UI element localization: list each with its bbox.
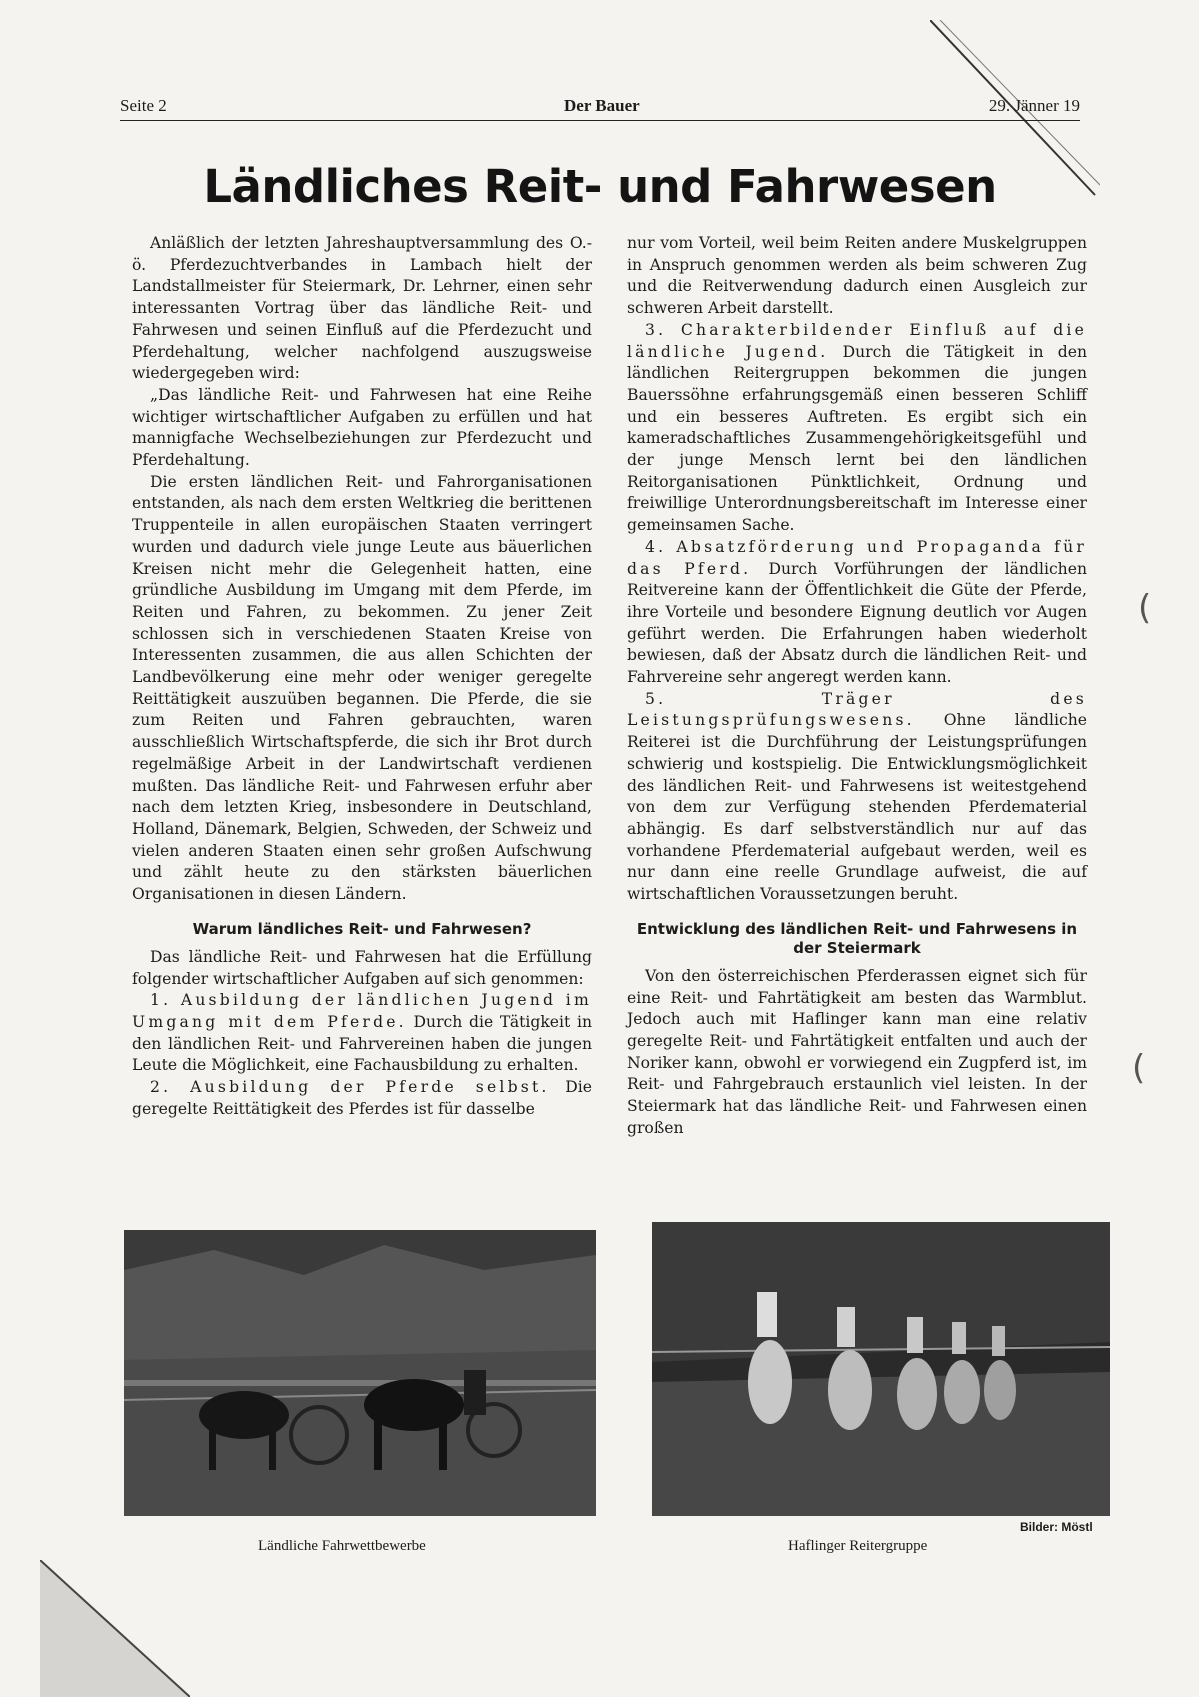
list-item: [132, 990, 592, 1077]
corner-fold-bottom-left: [40, 1560, 190, 1697]
list-item-heading: 1. Ausbildung der ländlichen Jugend im Umgang mit dem Pferde.: [132, 991, 592, 1031]
page-header: [120, 92, 1080, 121]
list-item-heading: 2. Ausbildung der Pferde selbst.: [150, 1078, 550, 1097]
list-item: [627, 689, 1087, 906]
list-item: [627, 537, 1087, 689]
article-title: Ländliches Reit- und Fahrwesen: [203, 160, 997, 213]
margin-mark-icon: (: [1138, 588, 1152, 628]
section-heading: Entwicklung des ländlichen Reit- und Fahrwesens in der Steiermark: [636, 919, 1078, 957]
issue-date: 29. Jänner 19: [988, 96, 1080, 115]
paragraph: Von den österreichischen Pferderassen eignet sich für eine Reit- und Fahrtätigkeit am besten das Warmblut. Jedoch auch mit Haflinger kann man eine relativ geregelte Reit- und Fahrtätigkeit entfalten und auch der Noriker kann, obwohl er vorwiegend ein Zugpferd ist, im Reit- und Fahrgebrauch erstaunlich viel leisten. In der Steiermark hat das ländliche Reit- und Fahrwesen einen großen: [627, 966, 1087, 1137]
list-item-text: Die geregelte Reittätigkeit des Pferdes ist für dasselbe: [132, 1078, 592, 1118]
list-item-text: Durch die Tätigkeit in den ländlichen Reit- und Fahrvereinen haben die jungen Leute die Möglichkeit, eine Fachausbildung zu erhalten.: [132, 1012, 593, 1075]
list-item-heading: 4. Absatzförderung und Propaganda für das Pferd.: [627, 537, 1087, 578]
paragraph: Die ersten ländlichen Reit- und Fahrorganisationen entstanden, als nach dem ersten Weltkrieg die berittenen Truppenteile in allen europäischen Staaten verringert wurden und dadurch viele junge Leute aus bäuerlichen Kreisen nicht mehr die Gelegenheit hatten, eine gründliche Ausbildung im Umgang mit dem Pferde, im Reiten und Fahren, zu bekommen. Zu jener Zeit schlossen sich in verschiedenen Staaten Kreise von Interessenten zusammen, die aus allen Schichten der Landbevölkerung eine mehr oder weniger geregelte Reittätigkeit auszuüben begannen. Die Pferde, die sie zum Reiten und Fahren gebrauchten, waren ausschließlich Wirtschaftspferde, die sich ihr Brot durch regelmäßige Arbeit in der Landwirtschaft verdienen mußten. Das ländliche Reit- und Fahrwesen erfuhr aber nach dem letzten Krieg, insbesondere in Deutschland, Holland, Dänemark, Belgien, Schweden, der Schweiz und vielen anderen Staaten einen sehr großen Aufschwung und zählt heute zu den stärksten bäuerlichen Organisationen in diesen Ländern.: [132, 472, 592, 904]
list-item-heading: 3. Charakterbildender Einfluß auf die ländliche Jugend.: [627, 320, 1087, 361]
newspaper-name: Der Bauer: [564, 96, 640, 115]
list-item: [132, 1077, 592, 1120]
paragraph: nur vom Vorteil, weil beim Reiten andere Muskelgruppen in Anspruch genommen werden als beim schweren Zug und die Reitverwendung dadurch einen Ausgleich zur schweren Arbeit darstellt.: [627, 234, 1087, 318]
caption-right-photo: Haflinger Reitergruppe: [788, 1538, 928, 1554]
list-item-text: Durch Vorführungen der ländlichen Reitvereine kann der Öffentlichkeit die Güte der Pferde, ihre Vorteile und besondere Eignung deutlich vor Augen geführt werden. Die Erfahrungen haben wiederholt bewiesen, daß der Absatz durch die ländlichen Reit- und Fahrvereine sehr angeregt werden kann.: [627, 559, 1087, 687]
margin-mark-icon: (: [1132, 1048, 1146, 1088]
photo-carriage-competition: [124, 1230, 596, 1516]
paragraph: „Das ländliche Reit- und Fahrwesen hat eine Reihe wichtiger wirtschaftlicher Aufgaben zu erfüllen und hat mannigfache Wechselbeziehungen zur Pferdezucht und Pferdehaltung.: [132, 385, 592, 470]
list-item-text: Durch die Tätigkeit in den ländlichen Reitergruppen bekommen die jungen Bauerssöhne erfahrungsgemäß einen besseren Schliff und ein besseres Auftreten. Es ergibt sich ein kameradschaftliches Zusammengehörigkeitsgefühl und der junge Mensch lernt bei den ländlichen Reitorganisationen Pünktlichkeit, Ordnung und freiwillige Unterordnungsbereitschaft im Interesse einer gemeinsamen Sache.: [627, 342, 1087, 535]
page-number: Seite 2: [120, 96, 167, 115]
left-column: [132, 233, 592, 1120]
list-item-heading: 5. Träger des Leistungsprüfungswesens.: [627, 689, 1087, 730]
paragraph: Anläßlich der letzten Jahreshauptversammlung des O.-ö. Pferdezuchtverbandes in Lambach hielt der Landstallmeister für Steiermark, Dr. Lehrner, einen sehr interessanten Vortrag über das ländliche Reit- und Fahrwesen und seinen Einfluß auf die Pferdezucht und Pferdehaltung, welcher nachfolgend auszugsweise wiedergegeben wird:: [132, 234, 592, 383]
paragraph: Das ländliche Reit- und Fahrwesen hat die Erfüllung folgender wirtschaftlicher Aufgaben auf sich genommen:: [132, 947, 592, 988]
list-item: [627, 320, 1087, 537]
section-heading: Warum ländliches Reit- und Fahrwesen?: [192, 919, 532, 938]
caption-left-photo: Ländliche Fahrwettbewerbe: [258, 1538, 426, 1554]
photo-credit: Bilder: Möstl: [1020, 1520, 1093, 1534]
right-column: [627, 233, 1087, 1139]
photo-haflinger-riders: [652, 1222, 1110, 1516]
list-item-text: Ohne ländliche Reiterei ist die Durchführung der Leistungsprüfungen schwierig und kostspielig. Die Entwicklungsmöglichkeit des ländlichen Reit- und Fahrwesens ist weitestgehend von dem zur Verfügung stehenden Pferdematerial abhängig. Es darf selbstverständlich nur auf das vorhandene Pferdematerial aufgebaut werden, weil es nur dann eine reelle Grundlage aufweist, die auf wirtschaftlichen Voraussetzungen beruht.: [627, 711, 1087, 904]
